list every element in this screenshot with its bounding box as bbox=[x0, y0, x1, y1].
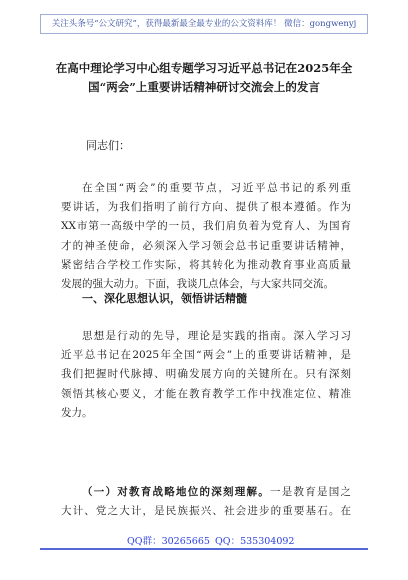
document-title-line-1: 在高中理论学习中心组专题学习习近平总书记在2025年全 bbox=[55, 61, 353, 75]
salutation: 同志们： bbox=[86, 139, 130, 152]
paragraph-line: 领悟其核心要义，才能在教育教学工作中找准定位、精准 bbox=[61, 387, 351, 400]
paragraph-intro bbox=[61, 179, 351, 294]
paragraph-line: 我们把握时代脉搏、明确发展方向的关键所在。只有深刻 bbox=[61, 368, 351, 381]
paragraph-line: 在全国“两会”的重要节点，习近平总书记的系列重 bbox=[82, 182, 351, 194]
subsection-text: 一是教育是国之 bbox=[270, 486, 351, 498]
footer-qq-group: QQ群：30265665 bbox=[127, 536, 210, 547]
section-heading-1: 一、深化思想认识，领悟讲话精髓 bbox=[82, 292, 247, 305]
header-banner-text: 关注头条号“公文研究”，获得最新最全最专业的公文资料库！ 微信：gongwenyj bbox=[51, 19, 357, 29]
paragraph-line bbox=[61, 483, 351, 502]
paragraph-section-1 bbox=[61, 327, 351, 423]
paragraph-line: 要讲话，为我们指明了前行方向、提供了根本遵循。作为 bbox=[61, 201, 351, 214]
paragraph-line: 大计、党之大计，是民族振兴、社会进步的重要基石。在 bbox=[61, 505, 351, 518]
paragraph-subsection-1 bbox=[61, 483, 351, 521]
paragraph-line: 近平总书记在2025年全国“两会”上的重要讲话精神，是 bbox=[61, 349, 351, 362]
document-title-line-2: 国“两会”上重要讲话精神研讨交流会上的发言 bbox=[88, 80, 320, 94]
header-banner bbox=[40, 14, 368, 34]
paragraph-line: 才的神圣使命，必须深入学习领会总书记重要讲话精神， bbox=[61, 239, 351, 252]
paragraph-line: 发力。 bbox=[61, 406, 93, 419]
paragraph-line: 思想是行动的先导，理论是实践的指南。深入学习习 bbox=[82, 330, 351, 342]
subsection-heading: （一）对教育战略地位的深刻理解。 bbox=[82, 486, 270, 498]
paragraph-line: XX市第一高级中学的一员，我们肩负着为党育人、为国育 bbox=[61, 220, 351, 233]
paragraph-line: 发展的强大动力。下面，我谈几点体会，与大家共同交流。 bbox=[61, 277, 334, 290]
paragraph-line: 紧密结合学校工作实际，将其转化为推动教育事业高质量 bbox=[61, 258, 351, 271]
footer-divider bbox=[40, 548, 368, 550]
footer-qq: QQ：535304092 bbox=[215, 536, 295, 547]
